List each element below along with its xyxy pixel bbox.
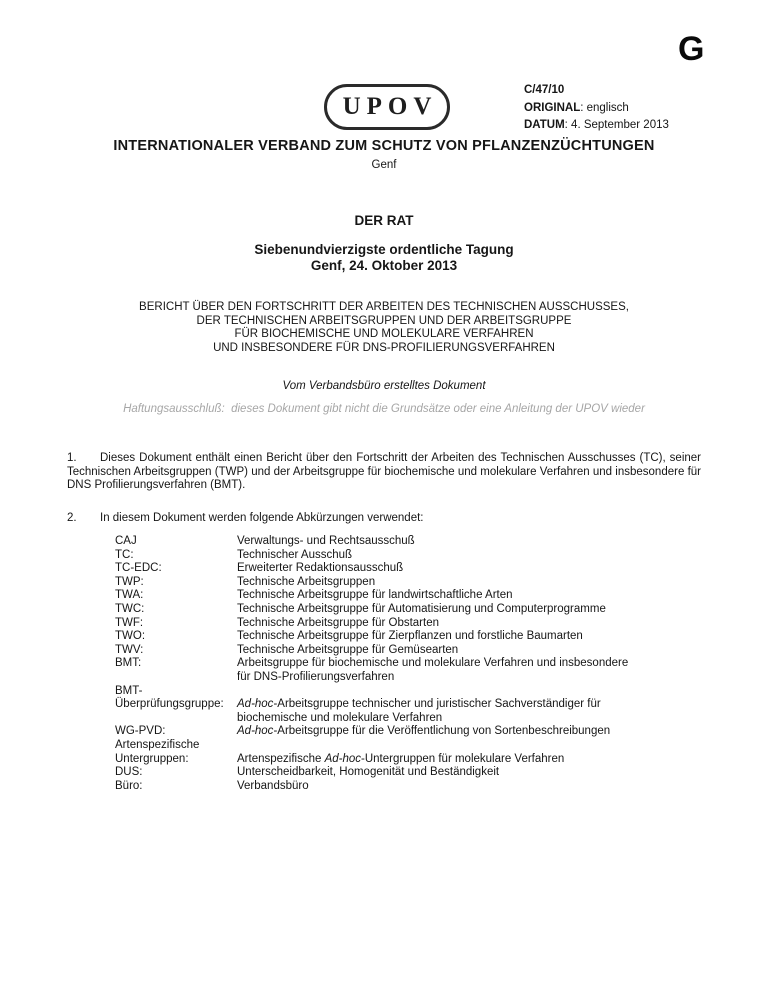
abbreviation-term: TWF: [115, 616, 144, 629]
abbreviation-term: Artenspezifische [115, 738, 200, 751]
abbreviation-term: Überprüfungsgruppe: [115, 698, 224, 711]
session-title [0, 242, 768, 274]
abbreviation-row [115, 576, 701, 590]
abbreviation-definition [237, 589, 701, 603]
session-line: Siebenundvierzigste ordentliche Tagung [254, 242, 514, 257]
abbreviation-term: TWO: [115, 630, 146, 643]
abbreviation-row [115, 685, 701, 699]
abbreviation-definition-line: Technische Arbeitsgruppe für Automatisierung und Computerprogramme [237, 602, 606, 615]
abbreviation-row [115, 617, 701, 631]
abbreviation-definition [237, 549, 701, 563]
abbreviation-definition-line: Technische Arbeitsgruppe für landwirtschaftliche Arten [237, 589, 513, 602]
document-code: C/47/10 [524, 84, 565, 96]
organization-city: Genf [371, 159, 397, 171]
subject-line: UND INSBESONDERE FÜR DNS-PROFILIERUNGSVERFAHREN [213, 341, 555, 354]
document-subject-title [0, 301, 768, 355]
abbreviation-definition [237, 725, 701, 739]
abbreviation-definition-line: Arbeitsgruppe für biochemische und molekulare Verfahren und insbesondere [237, 657, 629, 670]
abbreviation-definition [237, 780, 701, 794]
abbreviation-term: TC-EDC: [115, 562, 162, 575]
abbreviation-term: TWC: [115, 602, 145, 615]
abbreviation-row [115, 603, 701, 617]
abbreviation-definition-line: Technische Arbeitsgruppe für Obstarten [237, 616, 440, 629]
abbreviation-term: TWA: [115, 589, 144, 602]
abbreviation-term: WG-PVD: [115, 725, 166, 738]
document-reference-block [524, 82, 669, 135]
abbreviation-row [115, 657, 701, 684]
abbreviation-definition-line: biochemische und molekulare Verfahren [237, 711, 443, 724]
abbreviation-definition-line: Technische Arbeitsgruppe für Zierpflanzen und forstliche Baumarten [237, 630, 583, 643]
abbreviation-row [115, 725, 701, 739]
paragraph-number: 1. [67, 452, 77, 464]
abbreviations-list [115, 535, 701, 793]
abbreviation-definition-line: Ad-hoc-Arbeitsgruppe technischer und juristischer Sachverständiger für [237, 698, 601, 711]
paragraph-1 [67, 452, 701, 493]
abbreviation-row [115, 780, 701, 794]
abbreviation-definition-line: Verbandsbüro [237, 779, 309, 792]
abbreviation-row [115, 644, 701, 658]
document-date-line: DATUM: 4. September 2013 [524, 119, 669, 131]
abbreviation-term: Büro: [115, 779, 143, 792]
language-code-letter: G [678, 30, 706, 68]
abbreviation-definition [237, 698, 701, 725]
subject-line: BERICHT ÜBER DEN FORTSCHRITT DER ARBEITEN DES TECHNISCHEN AUSSCHUSSES, [139, 301, 629, 313]
organization-title: INTERNATIONALER VERBAND ZUM SCHUTZ VON PFLANZENZÜCHTUNGEN [113, 138, 655, 154]
disclaimer-note: Haftungsausschluß: dieses Dokument gibt nicht die Grundsätze oder eine Anleitung der UPOV wieder [123, 403, 645, 415]
abbreviation-definition [237, 535, 701, 549]
prepared-by-note: Vom Verbandsbüro erstelltes Dokument [282, 380, 486, 392]
paragraph-number: 2. [67, 512, 77, 524]
abbreviation-term: TC: [115, 548, 134, 561]
abbreviation-definition [237, 657, 701, 684]
abbreviation-row [115, 630, 701, 644]
subject-line: DER TECHNISCHEN ARBEITSGRUPPEN UND DER ARBEITSGRUPPE [196, 314, 572, 327]
abbreviation-definition-line: für DNS-Profilierungsverfahren [237, 670, 395, 683]
abbreviation-row [115, 549, 701, 563]
council-title: DER RAT [354, 213, 414, 228]
session-line: Genf, 24. Oktober 2013 [310, 258, 458, 273]
abbreviation-definition [237, 603, 701, 617]
abbreviation-term: Untergruppen: [115, 752, 189, 765]
abbreviation-definition [237, 562, 701, 576]
abbreviation-term: BMT- [115, 684, 143, 697]
abbreviation-row [115, 589, 701, 603]
abbreviation-definition [237, 753, 701, 767]
abbreviation-row [115, 535, 701, 549]
abbreviation-term: TWV: [115, 643, 144, 656]
paragraph-text: Dieses Dokument enthält einen Bericht über den Fortschritt der Arbeiten des Technischen Ausschusses (TC), seiner Technischen Arbeitsgruppen (TWP) und der Arbeitsgruppe für biochemische und molekulare Verfahren und insbesondere für DNS Profilierungsverfahren (BMT). [67, 452, 701, 492]
abbreviation-definition [237, 630, 701, 644]
abbreviation-definition-line: Ad-hoc-Arbeitsgruppe für die Veröffentlichung von Sortenbeschreibungen [237, 725, 611, 738]
abbreviation-definition-line: Artenspezifische Ad-hoc-Untergruppen für molekulare Verfahren [237, 752, 565, 765]
abbreviation-definition-line: Technischer Ausschuß [237, 548, 353, 561]
abbreviation-row [115, 698, 701, 725]
abbreviation-definition [237, 644, 701, 658]
abbreviation-row [115, 753, 701, 767]
abbreviation-term: CAJ [115, 535, 137, 547]
original-language-line: ORIGINAL: englisch [524, 101, 629, 114]
abbreviation-term: BMT: [115, 657, 142, 670]
upov-logo-text: UPOV [342, 93, 438, 120]
abbreviation-definition-line: Unterscheidbarkeit, Homogenität und Beständigkeit [237, 766, 500, 779]
abbreviation-definition-line: Technische Arbeitsgruppe für Gemüsearten [237, 643, 459, 656]
abbreviation-definition-line: Technische Arbeitsgruppen [237, 575, 376, 588]
abbreviation-definition [237, 576, 701, 590]
abbreviation-definition-line: Verwaltungs- und Rechtsausschuß [237, 535, 415, 547]
abbreviation-term: TWP: [115, 575, 144, 588]
abbreviation-definition [237, 766, 701, 780]
paragraph-2 [67, 512, 701, 526]
abbreviation-term: DUS: [115, 766, 143, 779]
paragraph-text: In diesem Dokument werden folgende Abkürzungen verwendet: [100, 512, 424, 524]
abbreviation-row [115, 739, 701, 753]
subject-line: FÜR BIOCHEMISCHE UND MOLEKULARE VERFAHREN [234, 328, 534, 340]
upov-logo [324, 84, 450, 130]
abbreviation-row [115, 766, 701, 780]
abbreviation-definition-line: Erweiterter Redaktionsausschuß [237, 562, 404, 575]
abbreviation-row [115, 562, 701, 576]
abbreviation-definition [237, 617, 701, 631]
